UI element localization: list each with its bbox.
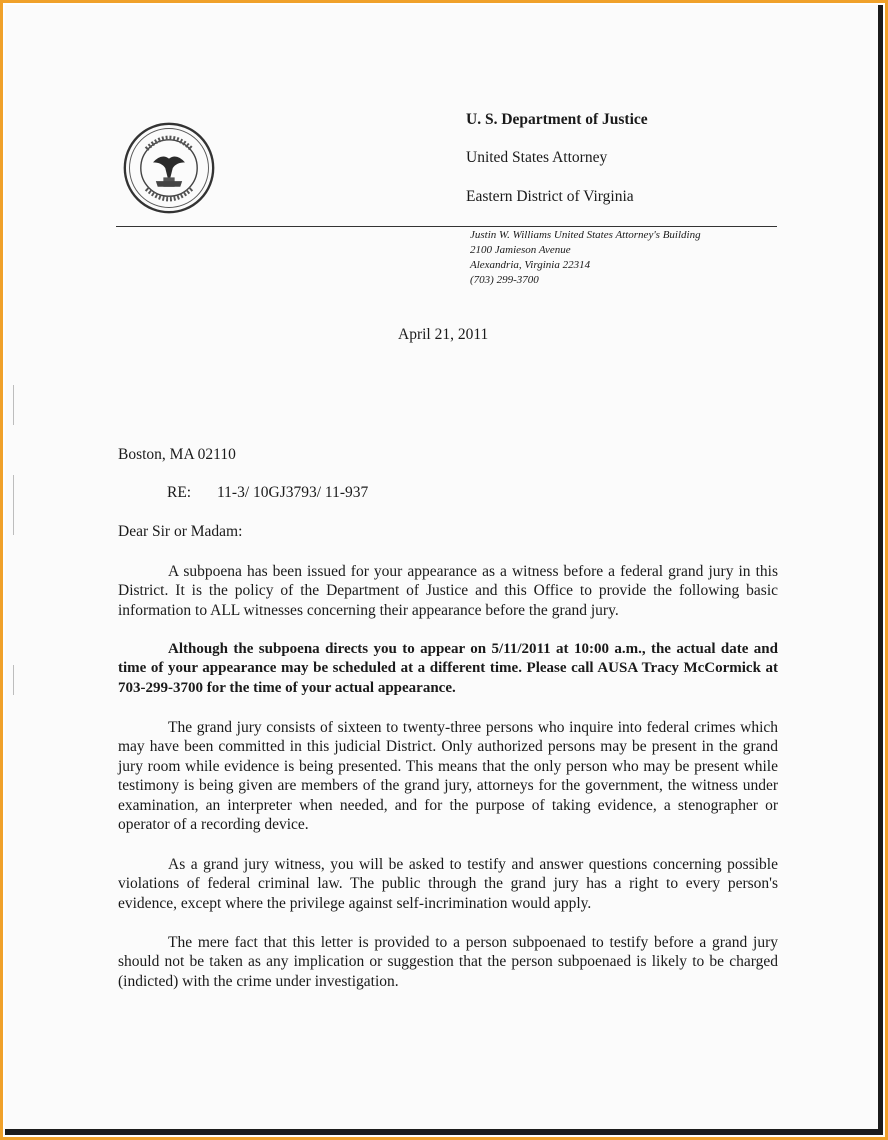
scan-artifact (13, 665, 14, 695)
recipient-city: Boston, MA 02110 (118, 446, 236, 463)
district-name: Eastern District of Virginia (466, 188, 634, 205)
salutation: Dear Sir or Madam: (118, 523, 243, 540)
doj-seal-icon (122, 121, 216, 215)
body-paragraph: As a grand jury witness, you will be asked to testify and answer questions concerning possible violations of federal criminal law. The public through the grand jury has a right to every person's evidence, except where the privilege against self-incrimination would apply. (118, 856, 778, 912)
re-value: 11-3/ 10GJ3793/ 11-937 (217, 484, 369, 501)
appearance-notice: Although the subpoena directs you to appear on 5/11/2011 at 10:00 a.m., the actual date and time of your appearance may be scheduled at a different time. Please call AUSA Tracy McCormick at 703-299-3700 for the time of your actual appearance. (118, 641, 778, 696)
address-line: 2100 Jamieson Avenue (470, 244, 571, 256)
scan-artifact (13, 475, 14, 535)
address-line: (703) 299-3700 (470, 274, 539, 286)
agency-name: U. S. Department of Justice (466, 111, 648, 128)
address-line: Justin W. Williams United States Attorney's Building (470, 229, 701, 241)
letter-date: April 21, 2011 (398, 326, 489, 343)
letter-page (5, 5, 883, 1135)
office-name: United States Attorney (466, 149, 608, 166)
body-paragraph: The mere fact that this letter is provided to a person subpoenaed to testify before a grand jury should not be taken as any implication or suggestion that the person subpoenaed is likely to be charged (indicted) with the crime under investigation. (118, 934, 778, 990)
re-label: RE: (167, 484, 192, 501)
body-paragraph: A subpoena has been issued for your appearance as a witness before a federal grand jury in this District. It is the policy of the Department of Justice and this Office to provide the following basic information to ALL witnesses concerning their appearance before the grand jury. (118, 563, 778, 619)
body-paragraph: The grand jury consists of sixteen to twenty-three persons who inquire into federal crimes which may have been committed in this judicial District. Only authorized persons may be present in the grand jury room while evidence is being presented. This means that the only person who may be present while testimony is being given are members of the grand jury, attorneys for the government, the witness under examination, an interpreter when needed, and for the purpose of taking evidence, a stenographer or operator of a recording device. (118, 719, 778, 834)
scan-artifact (13, 385, 14, 425)
address-line: Alexandria, Virginia 22314 (470, 259, 591, 271)
header-rule (116, 226, 777, 227)
